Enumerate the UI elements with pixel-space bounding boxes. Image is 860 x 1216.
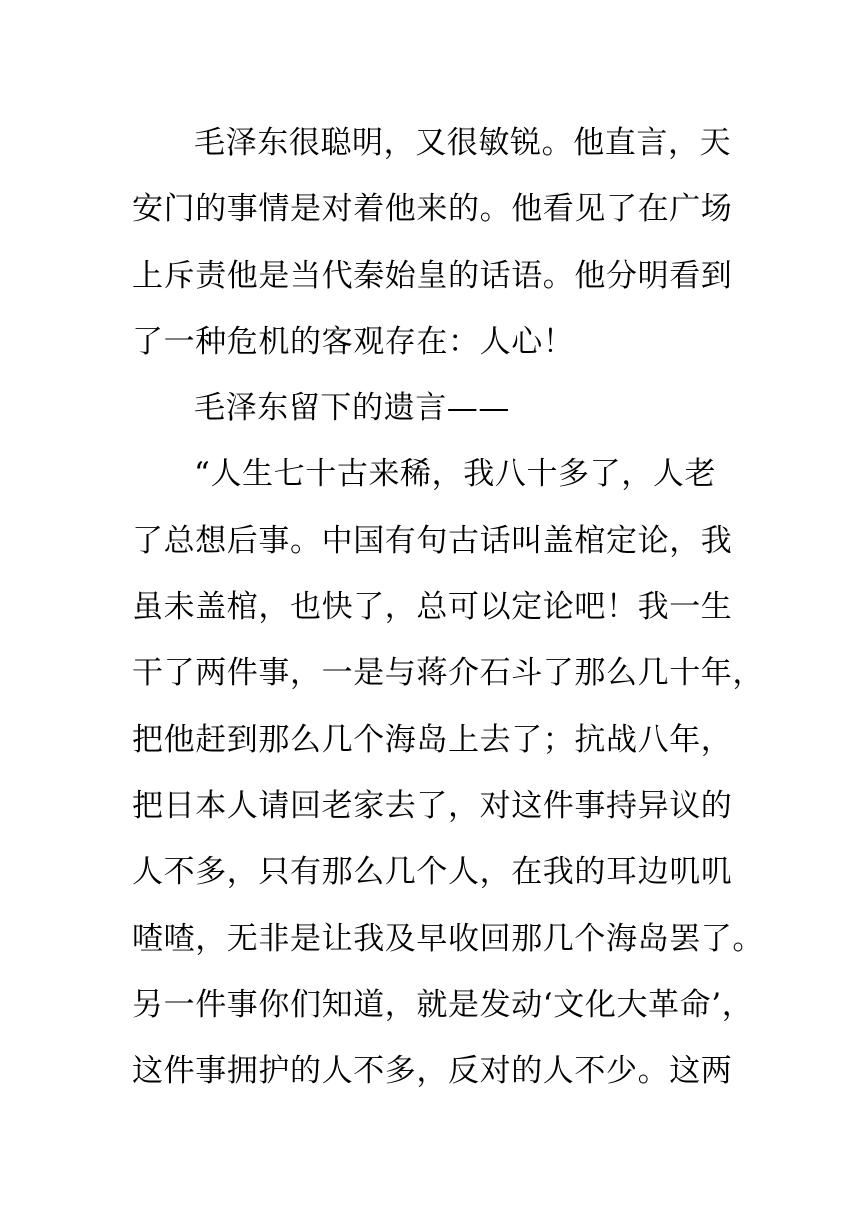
text-line: 这件事拥护的人不多，反对的人不少。这两 bbox=[132, 1053, 733, 1090]
text-line: 干了两件事，一是与蒋介石斗了那么几十年， bbox=[132, 655, 764, 692]
text-body bbox=[132, 110, 772, 1104]
text-line: 安门的事情是对着他来的。他看见了在广场 bbox=[132, 191, 733, 228]
text-line: “人生七十古来稀，我八十多了，人老 bbox=[194, 456, 717, 493]
text-line: 了一种危机的客观存在：人心！ bbox=[132, 323, 575, 360]
text-line: 另一件事你们知道，就是发动‘文化大革命’， bbox=[132, 986, 754, 1023]
text-line: 虽未盖棺，也快了，总可以定论吧！我一生 bbox=[132, 589, 733, 626]
text-line: 人不多，只有那么几个人，在我的耳边叽叽 bbox=[132, 854, 733, 891]
text-line: 毛泽东很聪明，又很敏锐。他直言，天 bbox=[194, 125, 732, 161]
text-line: 把他赶到那么几个海岛上去了；抗战八年， bbox=[132, 721, 733, 758]
text-line: 喳喳，无非是让我及早收回那几个海岛罢了。 bbox=[132, 920, 764, 957]
text-line: 毛泽东留下的遗言—— bbox=[194, 390, 510, 427]
text-line: 把日本人请回老家去了，对这件事持异议的 bbox=[132, 787, 733, 824]
text-line: 上斥责他是当代秦始皇的话语。他分明看到 bbox=[132, 257, 733, 294]
text-line: 了总想后事。中国有句古话叫盖棺定论，我 bbox=[132, 522, 733, 559]
